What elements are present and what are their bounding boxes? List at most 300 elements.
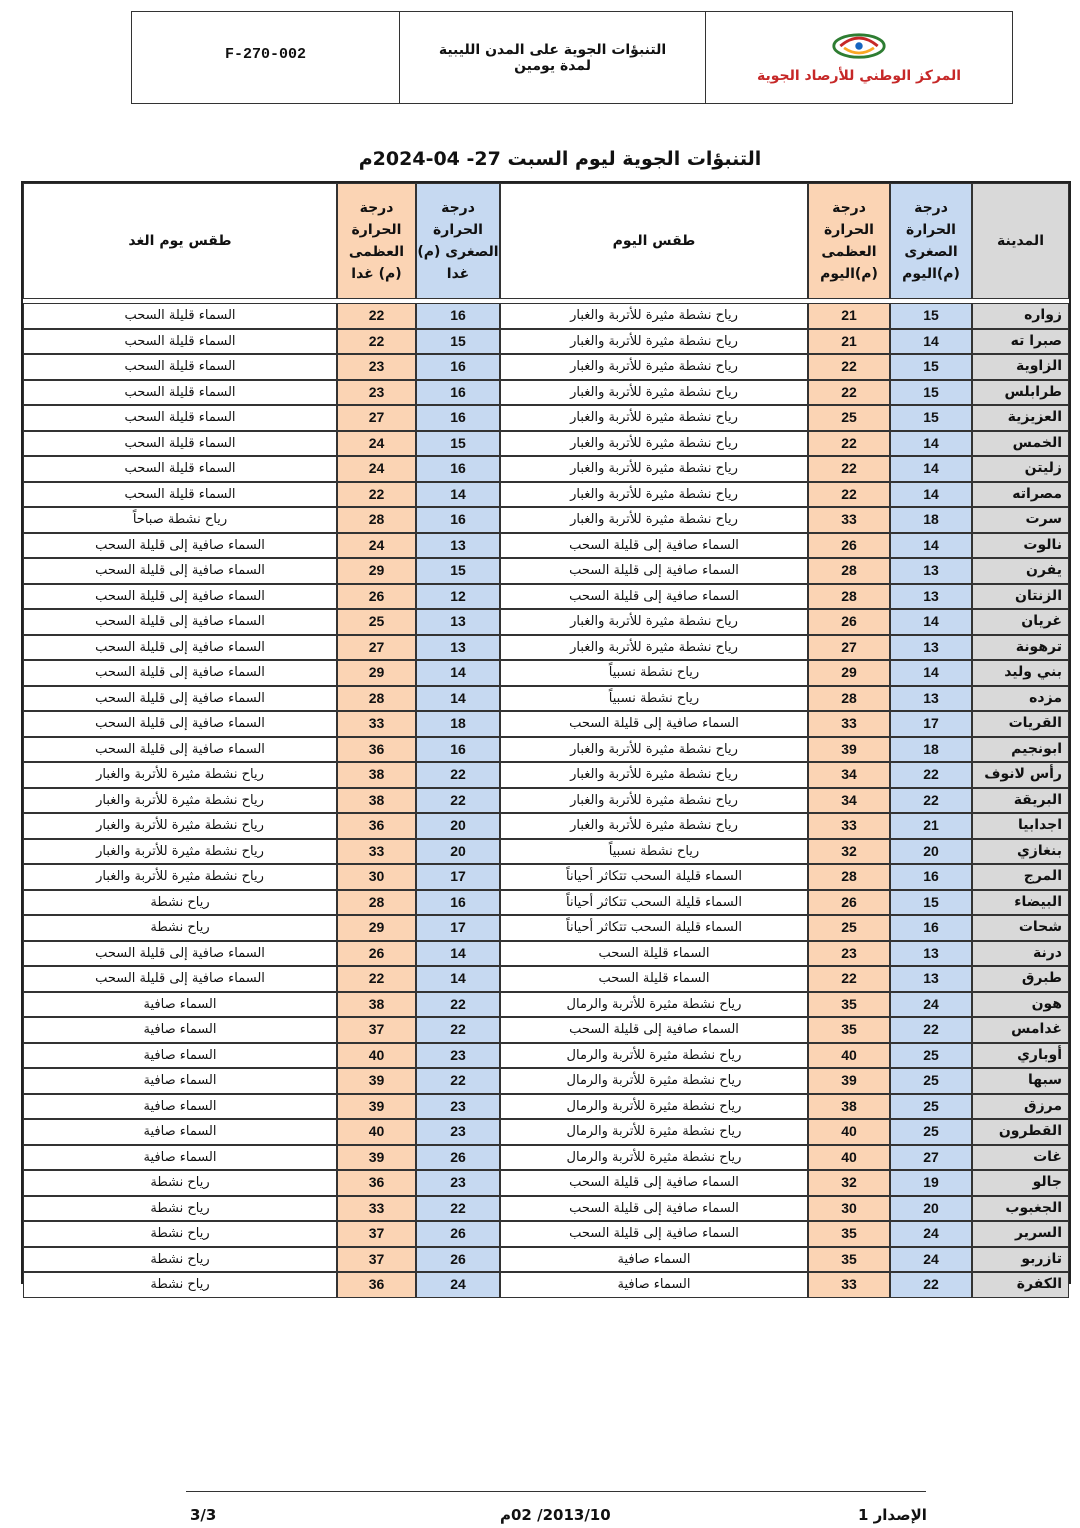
weather-tomorrow-cell: السماء قليلة السحب (23, 456, 337, 482)
header-title-line1: التنبؤات الجوية على المدن الليبية (438, 41, 667, 58)
tmax-today-cell: 21 (808, 303, 890, 329)
tmax-today-cell: 25 (808, 405, 890, 431)
weather-today-cell: السماء قليلة السحب (500, 966, 808, 992)
tmin-tomorrow-cell: 26 (416, 1221, 500, 1247)
tmin-today-cell: 14 (890, 660, 972, 686)
table-row (23, 405, 1069, 431)
tmin-today-cell: 27 (890, 1145, 972, 1171)
tmin-today-cell: 14 (890, 482, 972, 508)
tmin-today-cell: 13 (890, 558, 972, 584)
tmax-today-cell: 22 (808, 456, 890, 482)
issue-number: الإصدار 1 (858, 1506, 927, 1524)
tmin-today-cell: 15 (890, 890, 972, 916)
tmin-today-cell: 13 (890, 941, 972, 967)
tmax-tomorrow-cell: 37 (337, 1221, 416, 1247)
tmin-tomorrow-cell: 22 (416, 1196, 500, 1222)
city-cell: السرير (972, 1221, 1069, 1247)
tmin-today-cell: 19 (890, 1170, 972, 1196)
tmax-tomorrow-cell: 37 (337, 1017, 416, 1043)
weather-today-cell: السماء قليلة السحب (500, 941, 808, 967)
city-cell: اجدابيا (972, 813, 1069, 839)
weather-today-cell: السماء صافية إلى قليلة السحب (500, 558, 808, 584)
tmax-today-cell: 26 (808, 609, 890, 635)
tmin-tomorrow-cell: 26 (416, 1145, 500, 1171)
table-row (23, 609, 1069, 635)
table-row (23, 1119, 1069, 1145)
tmax-today-cell: 28 (808, 584, 890, 610)
table-row (23, 354, 1069, 380)
tmax-today-cell: 33 (808, 1272, 890, 1298)
weather-today-cell: السماء صافية إلى قليلة السحب (500, 533, 808, 559)
tmax-today-cell: 39 (808, 737, 890, 763)
tmax-today-cell: 40 (808, 1145, 890, 1171)
weather-tomorrow-cell: السماء صافية إلى قليلة السحب (23, 635, 337, 661)
weather-tomorrow-cell: السماء صافية (23, 1017, 337, 1043)
org-block (706, 12, 1012, 103)
table-row (23, 1247, 1069, 1273)
city-cell: ترهونة (972, 635, 1069, 661)
tmin-tomorrow-cell: 16 (416, 354, 500, 380)
tmin-today-cell: 22 (890, 788, 972, 814)
tmin-today-cell: 15 (890, 405, 972, 431)
table-row (23, 915, 1069, 941)
tmax-today-cell: 30 (808, 1196, 890, 1222)
tmin-tomorrow-cell: 26 (416, 1247, 500, 1273)
tmax-today-cell: 21 (808, 329, 890, 355)
tmax-tomorrow-cell: 24 (337, 431, 416, 457)
tmax-tomorrow-cell: 26 (337, 584, 416, 610)
city-cell: طرابلس (972, 380, 1069, 406)
col-header-tmin-today: درجة الحرارة الصغرى (م)اليوم (890, 183, 972, 299)
tmin-today-cell: 25 (890, 1043, 972, 1069)
weather-today-cell: رياح نشطة مثيرة للأتربة والغبار (500, 507, 808, 533)
tmin-today-cell: 15 (890, 380, 972, 406)
table-row (23, 890, 1069, 916)
weather-tomorrow-cell: السماء قليلة السحب (23, 431, 337, 457)
weather-today-cell: السماء صافية (500, 1272, 808, 1298)
tmin-tomorrow-cell: 16 (416, 405, 500, 431)
weather-today-cell: السماء صافية إلى قليلة السحب (500, 1017, 808, 1043)
weather-tomorrow-cell: السماء صافية إلى قليلة السحب (23, 558, 337, 584)
table-row (23, 1170, 1069, 1196)
weather-today-cell: رياح نشطة مثيرة للأتربة والرمال (500, 1145, 808, 1171)
weather-today-cell: رياح نشطة مثيرة للأتربة والغبار (500, 329, 808, 355)
tmax-today-cell: 23 (808, 941, 890, 967)
tmin-today-cell: 25 (890, 1068, 972, 1094)
table-row (23, 839, 1069, 865)
weather-tomorrow-cell: السماء صافية إلى قليلة السحب (23, 737, 337, 763)
weather-tomorrow-cell: السماء قليلة السحب (23, 303, 337, 329)
table-row (23, 966, 1069, 992)
tmax-today-cell: 26 (808, 890, 890, 916)
table-row (23, 1043, 1069, 1069)
tmin-today-cell: 14 (890, 329, 972, 355)
tmax-today-cell: 35 (808, 1221, 890, 1247)
weather-tomorrow-cell: السماء قليلة السحب (23, 354, 337, 380)
table-row (23, 864, 1069, 890)
weather-today-cell: رياح نشطة مثيرة للأتربة والغبار (500, 737, 808, 763)
city-cell: بنغازي (972, 839, 1069, 865)
city-cell: مرزق (972, 1094, 1069, 1120)
tmax-today-cell: 33 (808, 813, 890, 839)
weather-today-cell: رياح نشطة نسبياً (500, 839, 808, 865)
table-row (23, 1094, 1069, 1120)
weather-tomorrow-cell: رياح نشطة صباحاً (23, 507, 337, 533)
tmin-today-cell: 24 (890, 992, 972, 1018)
table-row (23, 711, 1069, 737)
weather-today-cell: رياح نشطة مثيرة للأتربة والرمال (500, 1068, 808, 1094)
tmin-today-cell: 22 (890, 1272, 972, 1298)
tmax-tomorrow-cell: 27 (337, 635, 416, 661)
weather-tomorrow-cell: السماء صافية (23, 1068, 337, 1094)
weather-tomorrow-cell: السماء قليلة السحب (23, 329, 337, 355)
tmax-today-cell: 33 (808, 711, 890, 737)
city-cell: المرج (972, 864, 1069, 890)
tmin-tomorrow-cell: 17 (416, 915, 500, 941)
city-cell: شحات (972, 915, 1069, 941)
tmin-tomorrow-cell: 16 (416, 456, 500, 482)
tmin-tomorrow-cell: 23 (416, 1170, 500, 1196)
tmax-tomorrow-cell: 26 (337, 941, 416, 967)
tmax-today-cell: 28 (808, 686, 890, 712)
tmax-tomorrow-cell: 36 (337, 737, 416, 763)
tmax-today-cell: 28 (808, 558, 890, 584)
tmin-today-cell: 20 (890, 1196, 972, 1222)
col-header-tmin-tomorrow: درجة الحرارة الصغرى (م) غدا (416, 183, 500, 299)
weather-today-cell: رياح نشطة مثيرة للأتربة والرمال (500, 1094, 808, 1120)
tmax-tomorrow-cell: 22 (337, 482, 416, 508)
tmax-today-cell: 22 (808, 966, 890, 992)
weather-today-cell: رياح نشطة مثيرة للأتربة والغبار (500, 405, 808, 431)
city-cell: الزاوية (972, 354, 1069, 380)
weather-today-cell: السماء صافية إلى قليلة السحب (500, 1170, 808, 1196)
weather-today-cell: رياح نشطة مثيرة للأتربة والغبار (500, 813, 808, 839)
city-cell: الكفرة (972, 1272, 1069, 1298)
table-row (23, 1272, 1069, 1298)
tmin-tomorrow-cell: 14 (416, 966, 500, 992)
city-cell: زواره (972, 303, 1069, 329)
weather-today-cell: رياح نشطة مثيرة للأتربة والرمال (500, 1119, 808, 1145)
city-cell: نالوت (972, 533, 1069, 559)
city-cell: بني وليد (972, 660, 1069, 686)
tmin-tomorrow-cell: 16 (416, 380, 500, 406)
weather-tomorrow-cell: السماء قليلة السحب (23, 380, 337, 406)
table-row (23, 533, 1069, 559)
city-cell: جالو (972, 1170, 1069, 1196)
table-row (23, 788, 1069, 814)
weather-today-cell: رياح نشطة مثيرة للأتربة والغبار (500, 354, 808, 380)
city-cell: هون (972, 992, 1069, 1018)
tmax-today-cell: 22 (808, 482, 890, 508)
city-cell: أوباري (972, 1043, 1069, 1069)
tmin-tomorrow-cell: 12 (416, 584, 500, 610)
tmax-tomorrow-cell: 37 (337, 1247, 416, 1273)
tmin-tomorrow-cell: 15 (416, 431, 500, 457)
weather-today-cell: رياح نشطة مثيرة للأتربة والرمال (500, 992, 808, 1018)
weather-today-cell: السماء صافية إلى قليلة السحب (500, 584, 808, 610)
weather-tomorrow-cell: السماء صافية (23, 992, 337, 1018)
table-row (23, 482, 1069, 508)
tmin-tomorrow-cell: 22 (416, 1017, 500, 1043)
tmin-today-cell: 13 (890, 686, 972, 712)
tmin-today-cell: 20 (890, 839, 972, 865)
tmax-today-cell: 28 (808, 864, 890, 890)
city-cell: درنة (972, 941, 1069, 967)
city-cell: غات (972, 1145, 1069, 1171)
table-row (23, 431, 1069, 457)
weather-tomorrow-cell: رياح نشطة (23, 1272, 337, 1298)
table-row (23, 1068, 1069, 1094)
tmin-today-cell: 16 (890, 864, 972, 890)
tmax-tomorrow-cell: 40 (337, 1119, 416, 1145)
col-header-weather-tomorrow: طقس يوم الغد (23, 183, 337, 299)
table-row (23, 1017, 1069, 1043)
table-row (23, 1196, 1069, 1222)
tmax-today-cell: 39 (808, 1068, 890, 1094)
weather-today-cell: رياح نشطة مثيرة للأتربة والغبار (500, 482, 808, 508)
tmax-today-cell: 32 (808, 1170, 890, 1196)
meteorology-logo-icon (830, 32, 888, 60)
tmax-today-cell: 34 (808, 788, 890, 814)
page-title: التنبؤات الجوية ليوم السبت 27- 04-2024م (358, 148, 762, 170)
tmin-today-cell: 13 (890, 966, 972, 992)
weather-today-cell: السماء صافية إلى قليلة السحب (500, 1221, 808, 1247)
col-header-tmax-today: درجة الحرارة العظمى (م)اليوم (808, 183, 890, 299)
weather-today-cell: رياح نشطة مثيرة للأتربة والغبار (500, 635, 808, 661)
city-cell: سرت (972, 507, 1069, 533)
tmin-tomorrow-cell: 23 (416, 1043, 500, 1069)
weather-tomorrow-cell: السماء صافية إلى قليلة السحب (23, 966, 337, 992)
weather-tomorrow-cell: رياح نشطة مثيرة للأتربة والغبار (23, 864, 337, 890)
tmax-tomorrow-cell: 36 (337, 1272, 416, 1298)
city-cell: طبرق (972, 966, 1069, 992)
weather-today-cell: رياح نشطة مثيرة للأتربة والغبار (500, 609, 808, 635)
tmax-tomorrow-cell: 22 (337, 966, 416, 992)
table-row (23, 1145, 1069, 1171)
tmax-tomorrow-cell: 24 (337, 456, 416, 482)
tmax-today-cell: 29 (808, 660, 890, 686)
city-cell: زليتن (972, 456, 1069, 482)
city-cell: ابونجيم (972, 737, 1069, 763)
weather-tomorrow-cell: رياح نشطة (23, 1170, 337, 1196)
tmin-tomorrow-cell: 22 (416, 992, 500, 1018)
tmin-tomorrow-cell: 16 (416, 303, 500, 329)
city-cell: صبرا ته (972, 329, 1069, 355)
tmin-tomorrow-cell: 16 (416, 507, 500, 533)
weather-today-cell: رياح نشطة مثيرة للأتربة والغبار (500, 788, 808, 814)
tmax-today-cell: 40 (808, 1119, 890, 1145)
tmax-tomorrow-cell: 40 (337, 1043, 416, 1069)
tmax-tomorrow-cell: 30 (337, 864, 416, 890)
city-cell: تازربو (972, 1247, 1069, 1273)
weather-today-cell: رياح نشطة مثيرة للأتربة والغبار (500, 431, 808, 457)
tmin-tomorrow-cell: 16 (416, 737, 500, 763)
table-row (23, 1221, 1069, 1247)
tmin-today-cell: 18 (890, 737, 972, 763)
tmin-tomorrow-cell: 24 (416, 1272, 500, 1298)
tmin-today-cell: 13 (890, 584, 972, 610)
weather-today-cell: السماء قليلة السحب تتكاثر أحياناً (500, 864, 808, 890)
city-cell: العزيزية (972, 405, 1069, 431)
weather-today-cell: السماء قليلة السحب تتكاثر أحياناً (500, 890, 808, 916)
tmin-tomorrow-cell: 22 (416, 1068, 500, 1094)
weather-today-cell: رياح نشطة مثيرة للأتربة والرمال (500, 1043, 808, 1069)
tmax-tomorrow-cell: 28 (337, 890, 416, 916)
weather-tomorrow-cell: السماء قليلة السحب (23, 482, 337, 508)
table-row (23, 992, 1069, 1018)
tmax-tomorrow-cell: 28 (337, 686, 416, 712)
table-row (23, 813, 1069, 839)
tmax-tomorrow-cell: 23 (337, 354, 416, 380)
tmin-today-cell: 17 (890, 711, 972, 737)
tmin-today-cell: 24 (890, 1221, 972, 1247)
tmax-tomorrow-cell: 33 (337, 839, 416, 865)
tmax-today-cell: 22 (808, 354, 890, 380)
tmin-today-cell: 16 (890, 915, 972, 941)
tmin-today-cell: 25 (890, 1094, 972, 1120)
tmax-today-cell: 38 (808, 1094, 890, 1120)
city-cell: رأس لانوف (972, 762, 1069, 788)
tmin-tomorrow-cell: 16 (416, 890, 500, 916)
weather-tomorrow-cell: رياح نشطة مثيرة للأتربة والغبار (23, 762, 337, 788)
header-title-line2: لمدة يومين (514, 57, 591, 74)
city-cell: يفرن (972, 558, 1069, 584)
col-header-weather-today: طقس اليوم (500, 183, 808, 299)
tmin-today-cell: 14 (890, 609, 972, 635)
city-cell: القريات (972, 711, 1069, 737)
table-row (23, 456, 1069, 482)
tmax-tomorrow-cell: 39 (337, 1068, 416, 1094)
tmax-tomorrow-cell: 28 (337, 507, 416, 533)
tmin-tomorrow-cell: 20 (416, 813, 500, 839)
weather-today-cell: رياح نشطة مثيرة للأتربة والغبار (500, 456, 808, 482)
tmax-tomorrow-cell: 23 (337, 380, 416, 406)
city-cell: الخمس (972, 431, 1069, 457)
tmin-today-cell: 22 (890, 762, 972, 788)
tmax-tomorrow-cell: 38 (337, 788, 416, 814)
weather-tomorrow-cell: السماء صافية إلى قليلة السحب (23, 941, 337, 967)
tmax-tomorrow-cell: 33 (337, 711, 416, 737)
weather-tomorrow-cell: السماء صافية (23, 1043, 337, 1069)
table-row (23, 686, 1069, 712)
tmin-today-cell: 14 (890, 456, 972, 482)
tmax-tomorrow-cell: 33 (337, 1196, 416, 1222)
weather-tomorrow-cell: السماء صافية إلى قليلة السحب (23, 609, 337, 635)
tmin-tomorrow-cell: 20 (416, 839, 500, 865)
city-cell: الزنتان (972, 584, 1069, 610)
page-number: 3/3 (190, 1506, 217, 1524)
tmin-tomorrow-cell: 22 (416, 762, 500, 788)
weather-today-cell: رياح نشطة مثيرة للأتربة والغبار (500, 762, 808, 788)
weather-tomorrow-cell: رياح نشطة (23, 1247, 337, 1273)
tmin-tomorrow-cell: 14 (416, 482, 500, 508)
city-cell: مصراته (972, 482, 1069, 508)
tmax-tomorrow-cell: 29 (337, 558, 416, 584)
tmax-today-cell: 27 (808, 635, 890, 661)
tmin-today-cell: 24 (890, 1247, 972, 1273)
table-row (23, 584, 1069, 610)
weather-tomorrow-cell: السماء قليلة السحب (23, 405, 337, 431)
weather-tomorrow-cell: السماء صافية إلى قليلة السحب (23, 533, 337, 559)
table-row (23, 380, 1069, 406)
tmax-tomorrow-cell: 29 (337, 915, 416, 941)
tmax-tomorrow-cell: 22 (337, 303, 416, 329)
tmax-tomorrow-cell: 22 (337, 329, 416, 355)
weather-tomorrow-cell: رياح نشطة (23, 915, 337, 941)
tmax-today-cell: 22 (808, 380, 890, 406)
city-cell: غدامس (972, 1017, 1069, 1043)
tmin-today-cell: 18 (890, 507, 972, 533)
weather-tomorrow-cell: رياح نشطة مثيرة للأتربة والغبار (23, 839, 337, 865)
tmin-today-cell: 13 (890, 635, 972, 661)
tmax-tomorrow-cell: 36 (337, 1170, 416, 1196)
tmin-tomorrow-cell: 14 (416, 941, 500, 967)
weather-tomorrow-cell: السماء صافية (23, 1094, 337, 1120)
weather-tomorrow-cell: رياح نشطة (23, 890, 337, 916)
weather-today-cell: رياح نشطة نسبياً (500, 686, 808, 712)
tmin-tomorrow-cell: 22 (416, 788, 500, 814)
table-row (23, 558, 1069, 584)
weather-tomorrow-cell: السماء صافية إلى قليلة السحب (23, 711, 337, 737)
form-code: F-270-002 (132, 12, 400, 103)
forecast-table-frame (21, 181, 1071, 1293)
weather-tomorrow-cell: رياح نشطة مثيرة للأتربة والغبار (23, 788, 337, 814)
tmin-tomorrow-cell: 23 (416, 1119, 500, 1145)
tmin-today-cell: 15 (890, 303, 972, 329)
tmin-today-cell: 21 (890, 813, 972, 839)
tmax-tomorrow-cell: 24 (337, 533, 416, 559)
tmin-today-cell: 25 (890, 1119, 972, 1145)
weather-today-cell: السماء صافية إلى قليلة السحب (500, 711, 808, 737)
tmin-tomorrow-cell: 17 (416, 864, 500, 890)
tmax-today-cell: 32 (808, 839, 890, 865)
city-cell: سبها (972, 1068, 1069, 1094)
weather-today-cell: رياح نشطة مثيرة للأتربة والغبار (500, 380, 808, 406)
weather-today-cell: السماء قليلة السحب تتكاثر أحياناً (500, 915, 808, 941)
table-row (23, 660, 1069, 686)
city-cell: البريقة (972, 788, 1069, 814)
tmax-today-cell: 25 (808, 915, 890, 941)
table-row (23, 507, 1069, 533)
city-cell: مزده (972, 686, 1069, 712)
tmax-today-cell: 35 (808, 1017, 890, 1043)
city-cell: غريان (972, 609, 1069, 635)
table-row (23, 941, 1069, 967)
tmax-tomorrow-cell: 27 (337, 405, 416, 431)
tmax-today-cell: 33 (808, 507, 890, 533)
tmin-tomorrow-cell: 23 (416, 1094, 500, 1120)
tmax-today-cell: 35 (808, 1247, 890, 1273)
weather-today-cell: رياح نشطة مثيرة للأتربة والغبار (500, 303, 808, 329)
city-cell: البيضاء (972, 890, 1069, 916)
tmax-today-cell: 26 (808, 533, 890, 559)
tmax-tomorrow-cell: 38 (337, 992, 416, 1018)
weather-tomorrow-cell: السماء صافية إلى قليلة السحب (23, 686, 337, 712)
tmin-tomorrow-cell: 13 (416, 635, 500, 661)
tmin-today-cell: 14 (890, 431, 972, 457)
tmin-tomorrow-cell: 18 (416, 711, 500, 737)
col-header-city: المدينة (972, 183, 1069, 299)
tmin-today-cell: 15 (890, 354, 972, 380)
tmax-tomorrow-cell: 39 (337, 1094, 416, 1120)
weather-tomorrow-cell: السماء صافية (23, 1145, 337, 1171)
weather-tomorrow-cell: رياح نشطة (23, 1196, 337, 1222)
tmax-today-cell: 35 (808, 992, 890, 1018)
city-cell: الجغبوب (972, 1196, 1069, 1222)
tmax-tomorrow-cell: 25 (337, 609, 416, 635)
table-row (23, 303, 1069, 329)
forecast-table (23, 183, 1069, 1298)
